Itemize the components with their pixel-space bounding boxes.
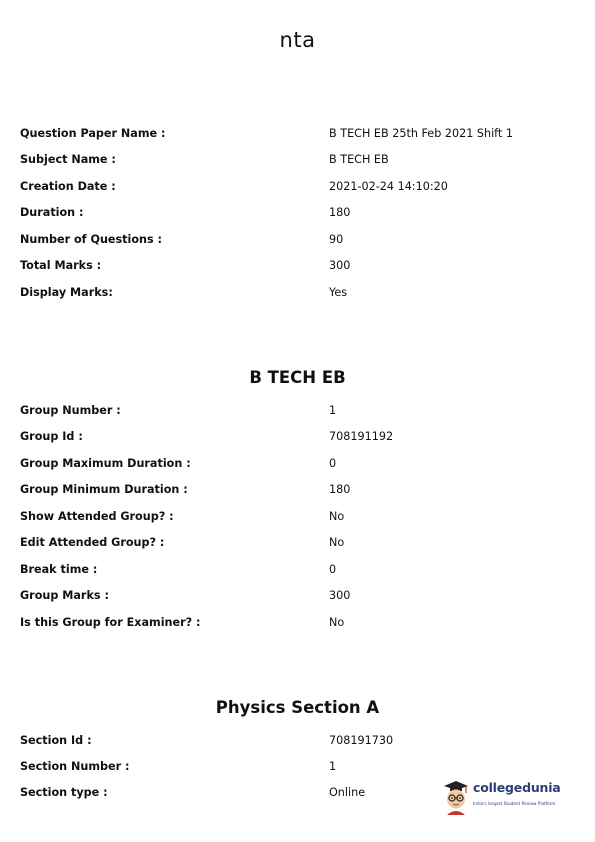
info-value: B TECH EB 25th Feb 2021 Shift 1 xyxy=(329,127,513,140)
section-value: 708191730 xyxy=(329,734,394,747)
group-value: No xyxy=(329,536,345,549)
info-row-creation-date xyxy=(20,180,580,198)
group-row xyxy=(20,563,580,581)
info-row-display-marks xyxy=(20,286,580,304)
info-label: Subject Name : xyxy=(20,153,116,166)
section-heading: Physics Section A xyxy=(215,698,380,717)
group-row xyxy=(20,536,580,554)
info-label: Creation Date : xyxy=(20,180,116,193)
info-row-duration xyxy=(20,206,580,224)
section-value: Online xyxy=(329,786,366,799)
info-label: Number of Questions : xyxy=(20,233,163,246)
group-row xyxy=(20,510,580,528)
info-value: 300 xyxy=(329,259,351,272)
info-value: 90 xyxy=(329,233,344,246)
info-row-total-marks xyxy=(20,259,580,277)
group-label: Show Attended Group? : xyxy=(20,510,174,523)
info-value: 180 xyxy=(329,206,351,219)
student-mascot-icon xyxy=(441,777,471,817)
group-value: 180 xyxy=(329,483,351,496)
group-value: 300 xyxy=(329,589,351,602)
section-label: Section Id : xyxy=(20,734,92,747)
info-value: B TECH EB xyxy=(329,153,389,166)
brand-tagline: India's largest Student Review Platform xyxy=(473,801,556,806)
info-row-number-of-questions xyxy=(20,233,580,251)
info-label: Display Marks: xyxy=(20,286,113,299)
collegedunia-logo xyxy=(441,777,571,817)
info-value: Yes xyxy=(329,286,348,299)
section-label: Section type : xyxy=(20,786,108,799)
group-label: Group Marks : xyxy=(20,589,109,602)
group-row xyxy=(20,483,580,501)
section-label: Section Number : xyxy=(20,760,130,773)
info-row-subject-name xyxy=(20,153,580,171)
section-row xyxy=(20,734,580,752)
group-label: Break time : xyxy=(20,563,98,576)
section-value: 1 xyxy=(329,760,337,773)
info-value: 2021-02-24 14:10:20 xyxy=(329,180,448,193)
group-value: No xyxy=(329,510,345,523)
section-row xyxy=(20,760,580,778)
group-row xyxy=(20,457,580,475)
group-label: Group Maximum Duration : xyxy=(20,457,191,470)
group-label: Group Number : xyxy=(20,404,121,417)
info-row-paper-name xyxy=(20,127,580,145)
document-title: nta xyxy=(279,28,316,52)
group-row xyxy=(20,616,580,634)
brand-name: collegedunia xyxy=(473,780,561,795)
group-value: 0 xyxy=(329,457,337,470)
group-heading: B TECH EB xyxy=(249,368,346,387)
group-label: Edit Attended Group? : xyxy=(20,536,165,549)
group-row xyxy=(20,430,580,448)
group-value: 0 xyxy=(329,563,337,576)
info-label: Total Marks : xyxy=(20,259,102,272)
group-label: Group Minimum Duration : xyxy=(20,483,188,496)
group-value: No xyxy=(329,616,345,629)
group-label: Is this Group for Examiner? : xyxy=(20,616,201,629)
group-value: 708191192 xyxy=(329,430,394,443)
group-value: 1 xyxy=(329,404,337,417)
info-label: Duration : xyxy=(20,206,84,219)
group-row xyxy=(20,589,580,607)
group-row xyxy=(20,404,580,422)
group-label: Group Id : xyxy=(20,430,83,443)
info-label: Question Paper Name : xyxy=(20,127,166,140)
